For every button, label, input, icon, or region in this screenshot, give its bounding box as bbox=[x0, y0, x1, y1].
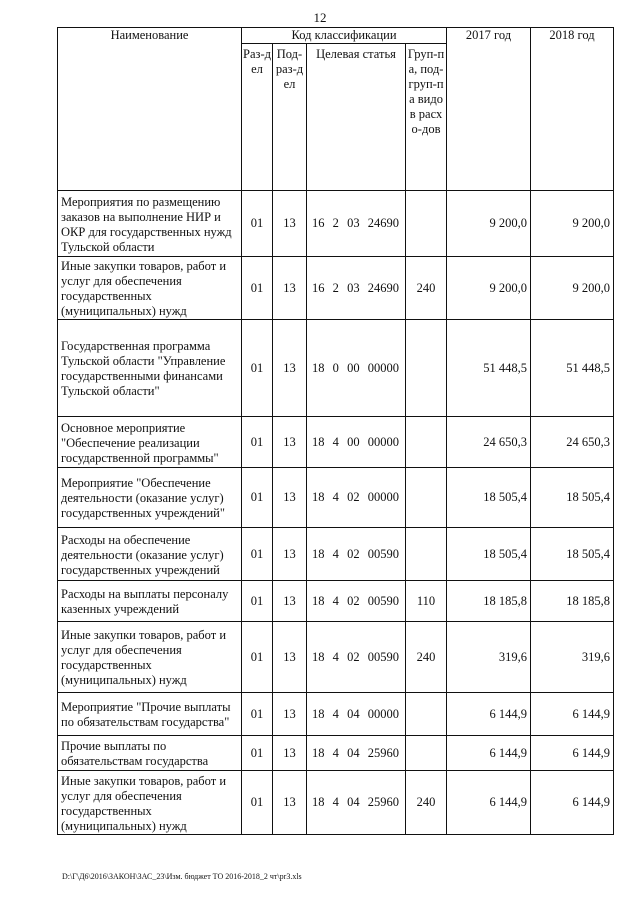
header-subsection: Под-раз-дел bbox=[273, 44, 307, 191]
target-code-part: 04 bbox=[347, 745, 360, 760]
row-name: Иные закупки товаров, работ и услуг для обеспечения государственных (муниципальных) нужд bbox=[58, 257, 242, 320]
target-code-part: 4 bbox=[332, 795, 339, 809]
row-amount-2017: 9 200,0 bbox=[447, 257, 531, 320]
target-code-part: 4 bbox=[332, 490, 339, 504]
row-expense-group: 240 bbox=[406, 622, 447, 693]
row-section: 01 bbox=[242, 581, 273, 622]
row-subsection: 13 bbox=[273, 417, 307, 468]
table-row bbox=[58, 320, 614, 417]
row-expense-group bbox=[406, 736, 447, 771]
row-amount-2017: 18 505,4 bbox=[447, 528, 531, 581]
row-expense-group: 240 bbox=[406, 257, 447, 320]
row-section: 01 bbox=[242, 622, 273, 693]
target-code-part: 25960 bbox=[367, 795, 399, 809]
target-code-part: 16 bbox=[312, 216, 325, 230]
table-row bbox=[58, 581, 614, 622]
row-section: 01 bbox=[242, 771, 273, 835]
row-expense-group bbox=[406, 528, 447, 581]
target-code-part: 02 bbox=[347, 546, 360, 561]
target-code-part: 02 bbox=[347, 649, 360, 664]
row-amount-2017: 51 448,5 bbox=[447, 320, 531, 417]
row-name: Иные закупки товаров, работ и услуг для обеспечения государственных (муниципальных) нужд bbox=[58, 771, 242, 835]
file-path-footer: D:\Г\Д6\2016\ЗАКОН\ЗАС_23\Изм. бюджет ТО 2016-2018_2 чт\pr3.xls bbox=[62, 872, 302, 881]
row-target-code bbox=[307, 581, 406, 622]
target-code-part: 18 bbox=[312, 745, 325, 760]
budget-table bbox=[57, 27, 614, 835]
row-name: Иные закупки товаров, работ и услуг для обеспечения государственных (муниципальных) нужд bbox=[58, 622, 242, 693]
row-section: 01 bbox=[242, 191, 273, 257]
target-code-part: 00000 bbox=[367, 490, 399, 504]
target-code-part: 25960 bbox=[367, 745, 399, 760]
row-target-code bbox=[307, 191, 406, 257]
row-name: Расходы на выплаты персоналу казенных учреждений bbox=[58, 581, 242, 622]
row-subsection: 13 bbox=[273, 736, 307, 771]
target-code-part: 02 bbox=[347, 490, 360, 504]
header-code: Код классификации bbox=[242, 28, 447, 44]
target-code-part: 04 bbox=[347, 795, 360, 809]
target-code-part: 03 bbox=[347, 280, 360, 295]
target-code-part: 00590 bbox=[367, 649, 399, 664]
row-target-code bbox=[307, 693, 406, 736]
target-code-part: 00000 bbox=[367, 434, 399, 449]
row-amount-2018: 9 200,0 bbox=[531, 191, 614, 257]
row-target-code bbox=[307, 771, 406, 835]
target-code-part: 04 bbox=[347, 706, 360, 721]
header-expense-group: Груп-па, под-груп-па видов расхо-дов bbox=[406, 44, 447, 191]
row-amount-2017: 6 144,9 bbox=[447, 771, 531, 835]
row-target-code bbox=[307, 622, 406, 693]
row-section: 01 bbox=[242, 320, 273, 417]
target-code-part: 18 bbox=[312, 706, 325, 721]
row-amount-2017: 9 200,0 bbox=[447, 191, 531, 257]
target-code-part: 0 bbox=[332, 360, 339, 375]
row-expense-group bbox=[406, 320, 447, 417]
table-row bbox=[58, 693, 614, 736]
target-code-part: 00590 bbox=[367, 546, 399, 561]
target-code-part: 4 bbox=[332, 649, 339, 664]
header-2017: 2017 год bbox=[447, 28, 531, 191]
row-amount-2018: 6 144,9 bbox=[531, 771, 614, 835]
table-row bbox=[58, 417, 614, 468]
row-amount-2018: 6 144,9 bbox=[531, 736, 614, 771]
target-code-part: 18 bbox=[312, 649, 325, 664]
row-name: Государственная программа Тульской области "Управление государственными финансами Тульской области" bbox=[58, 320, 242, 417]
row-subsection: 13 bbox=[273, 320, 307, 417]
row-amount-2018: 18 185,8 bbox=[531, 581, 614, 622]
row-name: Мероприятие "Обеспечение деятельности (оказание услуг) государственных учреждений" bbox=[58, 468, 242, 528]
row-expense-group bbox=[406, 693, 447, 736]
target-code-part: 2 bbox=[332, 216, 339, 230]
row-target-code bbox=[307, 257, 406, 320]
row-subsection: 13 bbox=[273, 693, 307, 736]
row-amount-2017: 6 144,9 bbox=[447, 693, 531, 736]
target-code-part: 4 bbox=[332, 434, 339, 449]
table-row bbox=[58, 736, 614, 771]
row-target-code bbox=[307, 417, 406, 468]
row-target-code bbox=[307, 736, 406, 771]
row-target-code bbox=[307, 528, 406, 581]
target-code-part: 4 bbox=[332, 706, 339, 721]
target-code-part: 00 bbox=[347, 360, 360, 375]
row-expense-group: 240 bbox=[406, 771, 447, 835]
target-code-part: 18 bbox=[312, 593, 325, 608]
row-expense-group bbox=[406, 468, 447, 528]
row-amount-2018: 9 200,0 bbox=[531, 257, 614, 320]
row-amount-2017: 24 650,3 bbox=[447, 417, 531, 468]
header-2018: 2018 год bbox=[531, 28, 614, 191]
target-code-part: 00000 bbox=[367, 706, 399, 721]
row-amount-2018: 24 650,3 bbox=[531, 417, 614, 468]
row-target-code bbox=[307, 320, 406, 417]
row-subsection: 13 bbox=[273, 257, 307, 320]
row-section: 01 bbox=[242, 528, 273, 581]
target-code-part: 24690 bbox=[367, 216, 399, 230]
row-target-code bbox=[307, 468, 406, 528]
row-expense-group bbox=[406, 417, 447, 468]
row-expense-group: 110 bbox=[406, 581, 447, 622]
target-code-part: 02 bbox=[347, 593, 360, 608]
target-code-part: 24690 bbox=[367, 280, 399, 295]
page-number: 12 bbox=[313, 10, 327, 25]
row-name: Основное мероприятие "Обеспечение реализации государственной программы" bbox=[58, 417, 242, 468]
row-name: Мероприятие "Прочие выплаты по обязательствам государства" bbox=[58, 693, 242, 736]
target-code-part: 00000 bbox=[367, 360, 399, 375]
target-code-part: 00 bbox=[347, 434, 360, 449]
row-subsection: 13 bbox=[273, 622, 307, 693]
target-code-part: 2 bbox=[332, 280, 339, 295]
row-subsection: 13 bbox=[273, 191, 307, 257]
table-row bbox=[58, 622, 614, 693]
row-amount-2018: 51 448,5 bbox=[531, 320, 614, 417]
header-target: Целевая статья bbox=[307, 44, 406, 191]
row-subsection: 13 bbox=[273, 468, 307, 528]
row-amount-2018: 6 144,9 bbox=[531, 693, 614, 736]
table-row bbox=[58, 468, 614, 528]
row-amount-2017: 6 144,9 bbox=[447, 736, 531, 771]
table-row bbox=[58, 191, 614, 257]
target-code-part: 4 bbox=[332, 745, 339, 760]
table-row bbox=[58, 528, 614, 581]
table-row bbox=[58, 257, 614, 320]
row-subsection: 13 bbox=[273, 771, 307, 835]
row-section: 01 bbox=[242, 257, 273, 320]
table-row bbox=[58, 771, 614, 835]
row-expense-group bbox=[406, 191, 447, 257]
target-code-part: 18 bbox=[312, 360, 325, 375]
target-code-part: 03 bbox=[347, 216, 360, 230]
row-amount-2018: 319,6 bbox=[531, 622, 614, 693]
row-section: 01 bbox=[242, 417, 273, 468]
header-section: Раз-дел bbox=[242, 44, 273, 191]
row-section: 01 bbox=[242, 468, 273, 528]
row-amount-2017: 18 185,8 bbox=[447, 581, 531, 622]
row-amount-2017: 319,6 bbox=[447, 622, 531, 693]
row-subsection: 13 bbox=[273, 581, 307, 622]
target-code-part: 4 bbox=[332, 593, 339, 608]
row-name: Прочие выплаты по обязательствам государства bbox=[58, 736, 242, 771]
row-amount-2018: 18 505,4 bbox=[531, 528, 614, 581]
row-section: 01 bbox=[242, 693, 273, 736]
target-code-part: 00590 bbox=[367, 593, 399, 608]
row-name: Расходы на обеспечение деятельности (оказание услуг) государственных учреждений bbox=[58, 528, 242, 581]
row-amount-2017: 18 505,4 bbox=[447, 468, 531, 528]
target-code-part: 18 bbox=[312, 434, 325, 449]
row-section: 01 bbox=[242, 736, 273, 771]
header-name: Наименование bbox=[58, 28, 242, 191]
target-code-part: 18 bbox=[312, 546, 325, 561]
row-name: Мероприятия по размещению заказов на выполнение НИР и ОКР для государственных нужд Тульской области bbox=[58, 191, 242, 257]
target-code-part: 16 bbox=[312, 280, 325, 295]
row-amount-2018: 18 505,4 bbox=[531, 468, 614, 528]
row-subsection: 13 bbox=[273, 528, 307, 581]
target-code-part: 4 bbox=[332, 546, 339, 561]
target-code-part: 18 bbox=[312, 795, 325, 809]
target-code-part: 18 bbox=[312, 490, 325, 504]
